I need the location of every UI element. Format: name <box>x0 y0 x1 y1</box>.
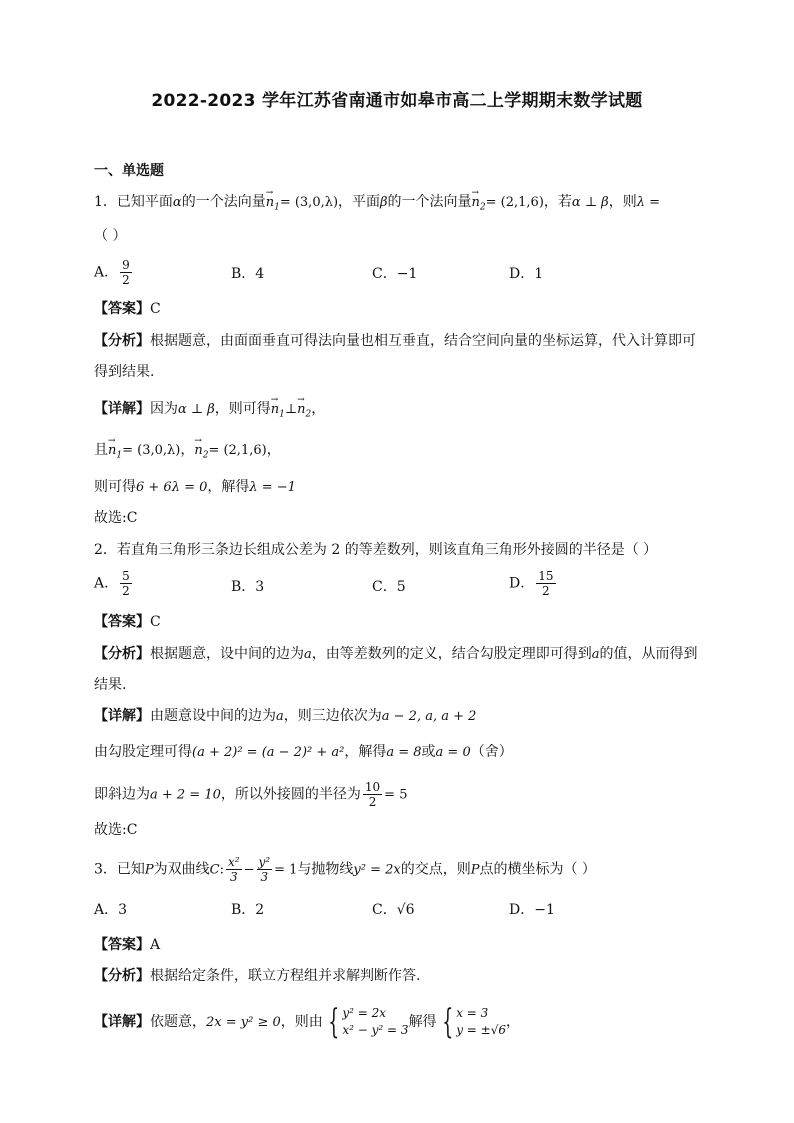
q3-stem <box>94 855 596 884</box>
math-expr: λ = −1 <box>249 480 296 495</box>
stem-text: 点的横坐标为（ ） <box>479 861 596 878</box>
equation-line: y² = 2x <box>342 1006 387 1020</box>
equation-system <box>342 1005 408 1039</box>
analysis-text: 根据题意，设中间的边为 <box>150 646 304 662</box>
q1-stem <box>94 192 660 218</box>
q1-stem-text: ，则 <box>608 194 637 210</box>
math-expr: y² = 2x <box>353 862 401 878</box>
q2-conclusion: 故选:C <box>94 822 138 838</box>
denominator: 2 <box>122 584 130 598</box>
q1-paren: （ ） <box>94 228 127 244</box>
fraction <box>120 258 132 287</box>
denominator: 2 <box>122 273 130 287</box>
analysis-text: 根据题意，由面面垂直可得法向量也相互垂直，结合空间向量的坐标运算，代入计算即可 <box>150 333 696 349</box>
q1-option-a <box>94 258 134 287</box>
stem-text: 为双曲线 <box>153 861 210 878</box>
q1-beta: β <box>380 195 388 210</box>
numerator: 15 <box>538 569 554 583</box>
math-var: P <box>144 862 154 878</box>
detail-text: ， <box>180 442 195 458</box>
math-expr: (a + 2)² = (a − 2)² + a² <box>192 745 345 760</box>
q1-analysis <box>94 331 696 351</box>
q1-detail-1 <box>94 399 325 425</box>
fraction <box>226 855 242 884</box>
numerator: y² <box>258 855 271 869</box>
detail-text: 或 <box>421 744 436 760</box>
q1-stem-text: 的一个法向量 <box>181 194 266 210</box>
detail-text: 因为 <box>150 401 178 417</box>
q3-option-b: B．2 <box>231 902 265 918</box>
detail-text: ，则可得 <box>214 401 271 417</box>
stem-text: 3．已知 <box>94 861 145 878</box>
detail-text: （舍） <box>470 744 513 760</box>
denominator: 2 <box>542 584 550 598</box>
option-label: A． <box>94 264 119 281</box>
math-expr: 6 + 6λ = 0 <box>136 480 208 495</box>
page-title: 2022-2023 学年江苏省南通市如皋市高二上学期期末数学试题 <box>151 91 643 111</box>
detail-text: ，解得 <box>207 479 250 495</box>
q2-option-a <box>94 569 134 598</box>
detail-text: 依题意， <box>150 1014 206 1030</box>
detail-text: 解得 <box>408 1014 437 1030</box>
q1-option-b: B．4 <box>231 266 265 282</box>
equation-line: y = ±√6 <box>456 1023 507 1037</box>
equation-line: x² − y² = 3 <box>342 1023 409 1037</box>
answer-tag: 【答案】 <box>94 301 150 317</box>
analysis-tag: 【分析】 <box>94 646 150 662</box>
fraction <box>257 855 273 884</box>
q3-option-d: D．−1 <box>509 902 555 918</box>
q2-detail-2 <box>94 742 513 763</box>
q1-n1-vector: → $n_1$ <box>271 400 285 425</box>
section-heading: 一、单选题 <box>94 163 164 179</box>
math-expr: = 5 <box>384 787 408 803</box>
q2-option-b: B．3 <box>231 579 265 595</box>
math-expr: α ⊥ β <box>178 402 215 417</box>
detail-tag: 【详解】 <box>94 708 150 724</box>
left-brace: { <box>441 1002 453 1042</box>
detail-text: 由勾股定理可得 <box>94 744 192 760</box>
answer-value: C <box>150 614 161 630</box>
option-label: D． <box>509 575 535 592</box>
q2-detail-3 <box>94 780 407 809</box>
q3-answer <box>94 935 160 955</box>
q1-stem-text: ，若 <box>543 194 572 210</box>
q1-stem-text: 的一个法向量 <box>387 194 472 210</box>
q2-analysis-cont: 结果. <box>94 677 127 693</box>
option-label: A． <box>94 575 119 592</box>
q1-stem-text: ，平面 <box>338 194 381 210</box>
stem-text: 与抛物线 <box>297 861 354 878</box>
minus-sign: − <box>243 862 255 878</box>
left-brace: { <box>328 1002 339 1042</box>
math-expr: = (2,1,6) <box>208 443 267 458</box>
q3-option-a: A．3 <box>94 902 128 918</box>
q1-stem-text: 1．已知平面 <box>94 194 173 210</box>
q3-option-c: C．√6 <box>372 902 415 918</box>
detail-text: ，解得 <box>344 744 387 760</box>
q1-n1-value: = (3,0,λ) <box>279 195 339 210</box>
math-expr: : <box>219 862 225 878</box>
analysis-tag: 【分析】 <box>94 333 150 349</box>
answer-tag: 【答案】 <box>94 614 150 630</box>
math-expr: a − 2, a, a + 2 <box>381 709 477 724</box>
denominator: 3 <box>260 870 269 884</box>
q2-stem: 2．若直角三角形三条边长组成公差为 2 的等差数列，则该直角三角形外接圆的半径是（ ） <box>94 542 658 558</box>
equation-system <box>456 1005 506 1039</box>
math-var: a <box>591 647 600 662</box>
detail-text: ， <box>506 1014 521 1030</box>
q1-alpha: α <box>172 195 182 210</box>
q1-analysis-cont: 得到结果. <box>94 364 155 380</box>
q1-answer <box>94 299 161 319</box>
math-expr: 2x = y² ≥ 0 <box>206 1015 281 1030</box>
q2-option-d <box>509 569 558 598</box>
math-expr: a = 8 <box>386 745 422 760</box>
q3-analysis <box>94 966 420 986</box>
q1-n2-vector: → $n_2$ <box>472 193 486 218</box>
denominator: 3 <box>229 870 238 884</box>
math-expr: = 1 <box>274 862 298 878</box>
answer-value: A <box>150 937 161 953</box>
fraction <box>363 780 382 809</box>
numerator: 5 <box>122 569 130 583</box>
detail-text: 且 <box>94 442 108 458</box>
q1-n2-value: = (2,1,6) <box>485 195 544 210</box>
q1-n2-vector: → $n_2$ <box>297 400 311 425</box>
math-var: C <box>209 862 220 878</box>
analysis-text: ，由等差数列的定义，结合勾股定理即可得到 <box>311 646 592 662</box>
analysis-text: 根据给定条件，联立方程组并求解判断作答. <box>150 968 421 984</box>
numerator: 10 <box>364 780 381 794</box>
detail-text: 由题意设中间的边为 <box>150 708 276 724</box>
analysis-tag: 【分析】 <box>94 968 150 984</box>
math-var: a <box>276 709 284 724</box>
denominator: 2 <box>368 795 377 809</box>
math-expr: = (3,0,λ) <box>122 443 181 458</box>
answer-tag: 【答案】 <box>94 937 150 953</box>
q2-analysis <box>94 644 698 665</box>
q1-n1-vector: → $n_1$ <box>108 441 122 466</box>
detail-text: ，则由 <box>280 1014 323 1030</box>
q2-detail-1 <box>94 706 476 727</box>
fraction <box>536 569 555 598</box>
q1-n2-vector: → $n_2$ <box>194 441 208 466</box>
q1-perp: α ⊥ β <box>571 195 609 210</box>
detail-text: ， <box>311 401 326 417</box>
q3-detail-1 <box>94 1002 520 1043</box>
q1-option-c: C．−1 <box>372 266 418 282</box>
detail-text: ，所以外接圆的半径为 <box>220 786 361 803</box>
math-expr: a + 2 = 10 <box>150 787 221 803</box>
math-expr: a = 0 <box>435 745 471 760</box>
stem-text: 的交点，则 <box>400 861 471 878</box>
numerator: x² <box>228 855 240 869</box>
detail-text: ， <box>266 442 281 458</box>
math-var: a <box>304 647 312 662</box>
answer-value: C <box>150 301 161 317</box>
q1-n1-vector: → $n_1$ <box>266 193 280 218</box>
detail-tag: 【详解】 <box>94 1014 150 1030</box>
detail-text: 则可得 <box>94 479 136 495</box>
detail-text: 即斜边为 <box>94 786 150 803</box>
q1-detail-3 <box>94 477 296 498</box>
fraction <box>120 569 132 598</box>
detail-text: ，则三边依次为 <box>283 708 382 724</box>
detail-tag: 【详解】 <box>94 401 150 417</box>
perp-symbol: ⊥ <box>284 402 298 417</box>
q1-lambda: λ = <box>636 195 660 210</box>
q2-option-c: C．5 <box>372 579 406 595</box>
q1-conclusion: 故选:C <box>94 510 138 526</box>
math-var: P <box>470 862 480 878</box>
q1-option-d: D．1 <box>509 266 544 282</box>
analysis-text: 的值，从而得到 <box>599 646 698 662</box>
equation-line: x = 3 <box>456 1006 489 1020</box>
q2-answer <box>94 612 161 632</box>
numerator: 9 <box>122 258 130 272</box>
q1-detail-2 <box>94 440 281 466</box>
